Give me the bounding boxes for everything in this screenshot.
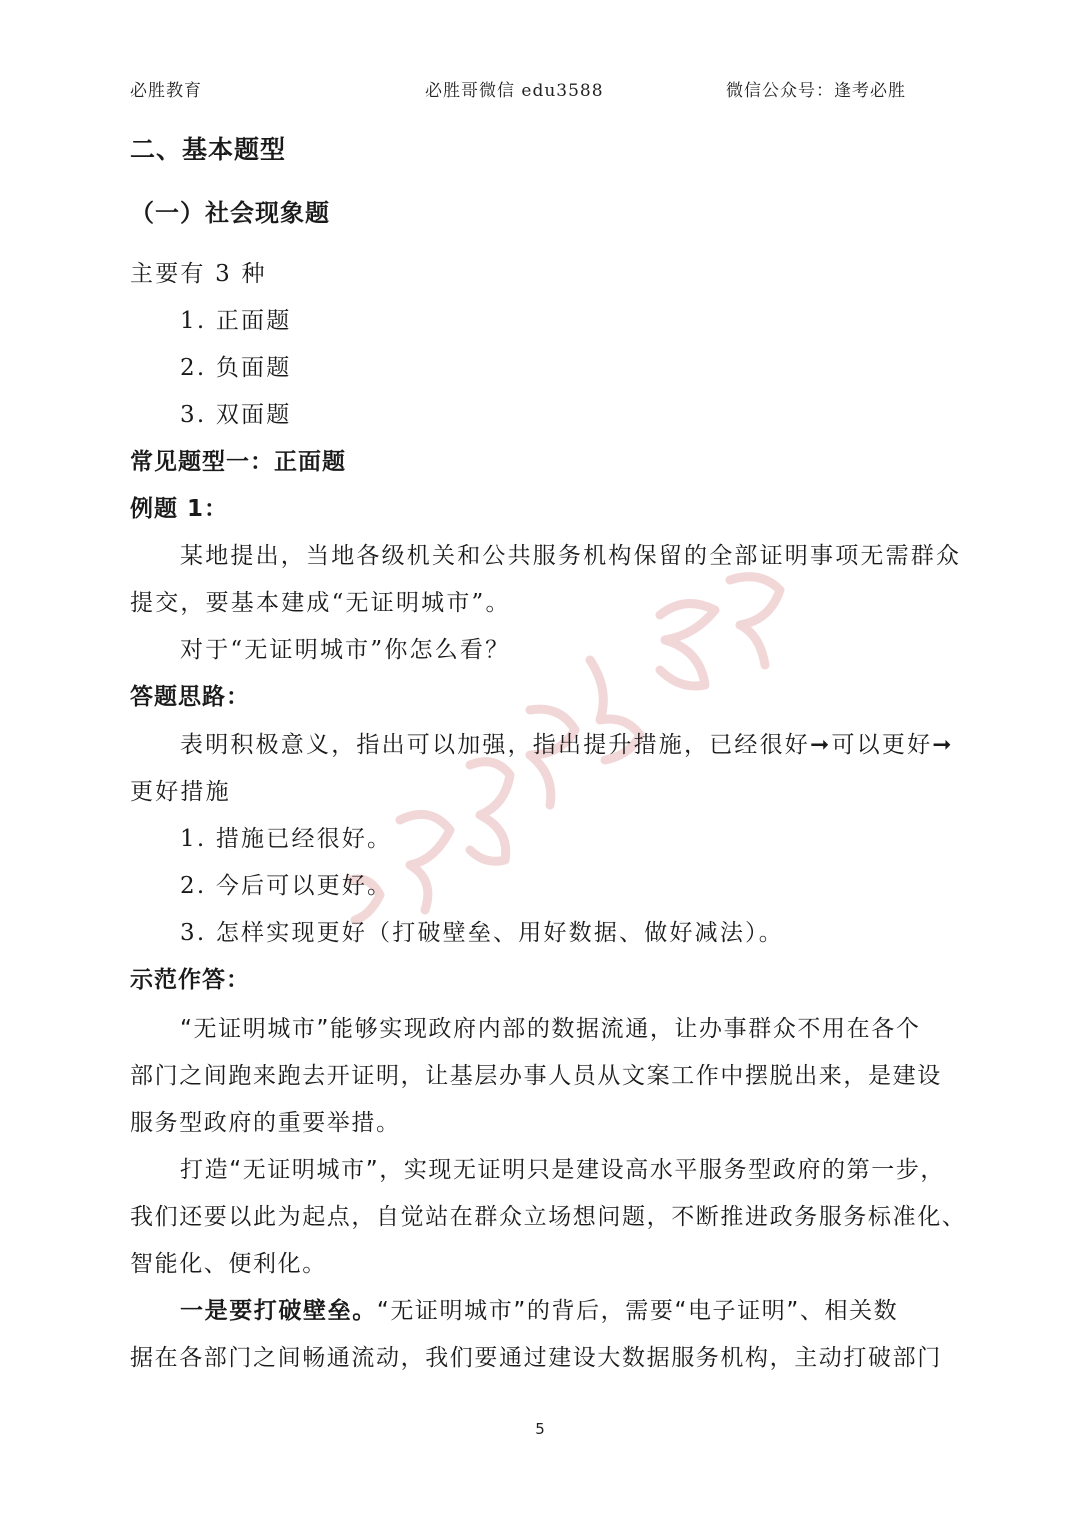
page-number: 5 (535, 1420, 545, 1438)
header-right: 微信公众号：逢考必胜 (726, 81, 906, 101)
approach-point: 3. 怎样实现更好（打破壁垒、用好数据、做好减法）。 (180, 920, 784, 946)
approach-body-line: 更好措施 (130, 779, 231, 805)
approach-point: 2. 今后可以更好。 (180, 873, 393, 899)
sample-para2-line: 打造“无证明城市”，实现无证明只是建设高水平服务型政府的第一步， (180, 1157, 946, 1183)
sample-para3-line: 据在各部门之间畅通流动，我们要通过建设大数据服务机构，主动打破部门 (130, 1345, 942, 1371)
point-lead: 一是要打破壁垒。 (180, 1298, 377, 1324)
sample-para1-line: 服务型政府的重要举措。 (130, 1110, 401, 1136)
sample-para1-line: 部门之间跑来跑去开证明，让基层办事人员从文案工作中摆脱出来，是建设 (130, 1063, 942, 1089)
type-item: 2. 负面题 (180, 355, 292, 381)
type-item: 3. 双面题 (180, 402, 292, 428)
type-item: 1. 正面题 (180, 308, 292, 334)
sample-para3-line (180, 1292, 898, 1325)
section-title: 二、基本题型 (130, 135, 287, 164)
intro-text: 主要有 3 种 (130, 261, 267, 287)
example-label: 例题 1： (130, 496, 229, 522)
header-center: 必胜哥微信 edu3588 (425, 81, 604, 101)
sample-para2-line: 智能化、便利化。 (130, 1251, 327, 1277)
sample-para1-line: “无证明城市”能够实现政府内部的数据流通，让办事群众不用在各个 (180, 1016, 921, 1042)
common-type-title: 常见题型一：正面题 (130, 449, 346, 475)
approach-label: 答题思路： (130, 684, 250, 710)
sample-para2-line: 我们还要以此为起点，自觉站在群众立场想问题，不断推进政务服务标准化、 (130, 1204, 967, 1230)
approach-body-line: 表明积极意义，指出可以加强，指出提升措施，已经很好➞可以更好➞ (180, 732, 954, 758)
sample-label: 示范作答： (130, 967, 250, 993)
header-left: 必胜教育 (130, 81, 202, 101)
page-header (130, 76, 950, 106)
example-body-line: 某地提出，当地各级机关和公共服务机构保留的全部证明事项无需群众 (180, 543, 962, 569)
subsection-title: （一）社会现象题 (130, 199, 330, 227)
example-question: 对于“无证明城市”你怎么看？ (180, 637, 511, 663)
example-body-line: 提交，要基本建成“无证明城市”。 (130, 590, 511, 616)
approach-point: 1. 措施已经很好。 (180, 826, 393, 852)
point-rest: “无证明城市”的背后，需要“电子证明”、相关数 (376, 1298, 899, 1324)
